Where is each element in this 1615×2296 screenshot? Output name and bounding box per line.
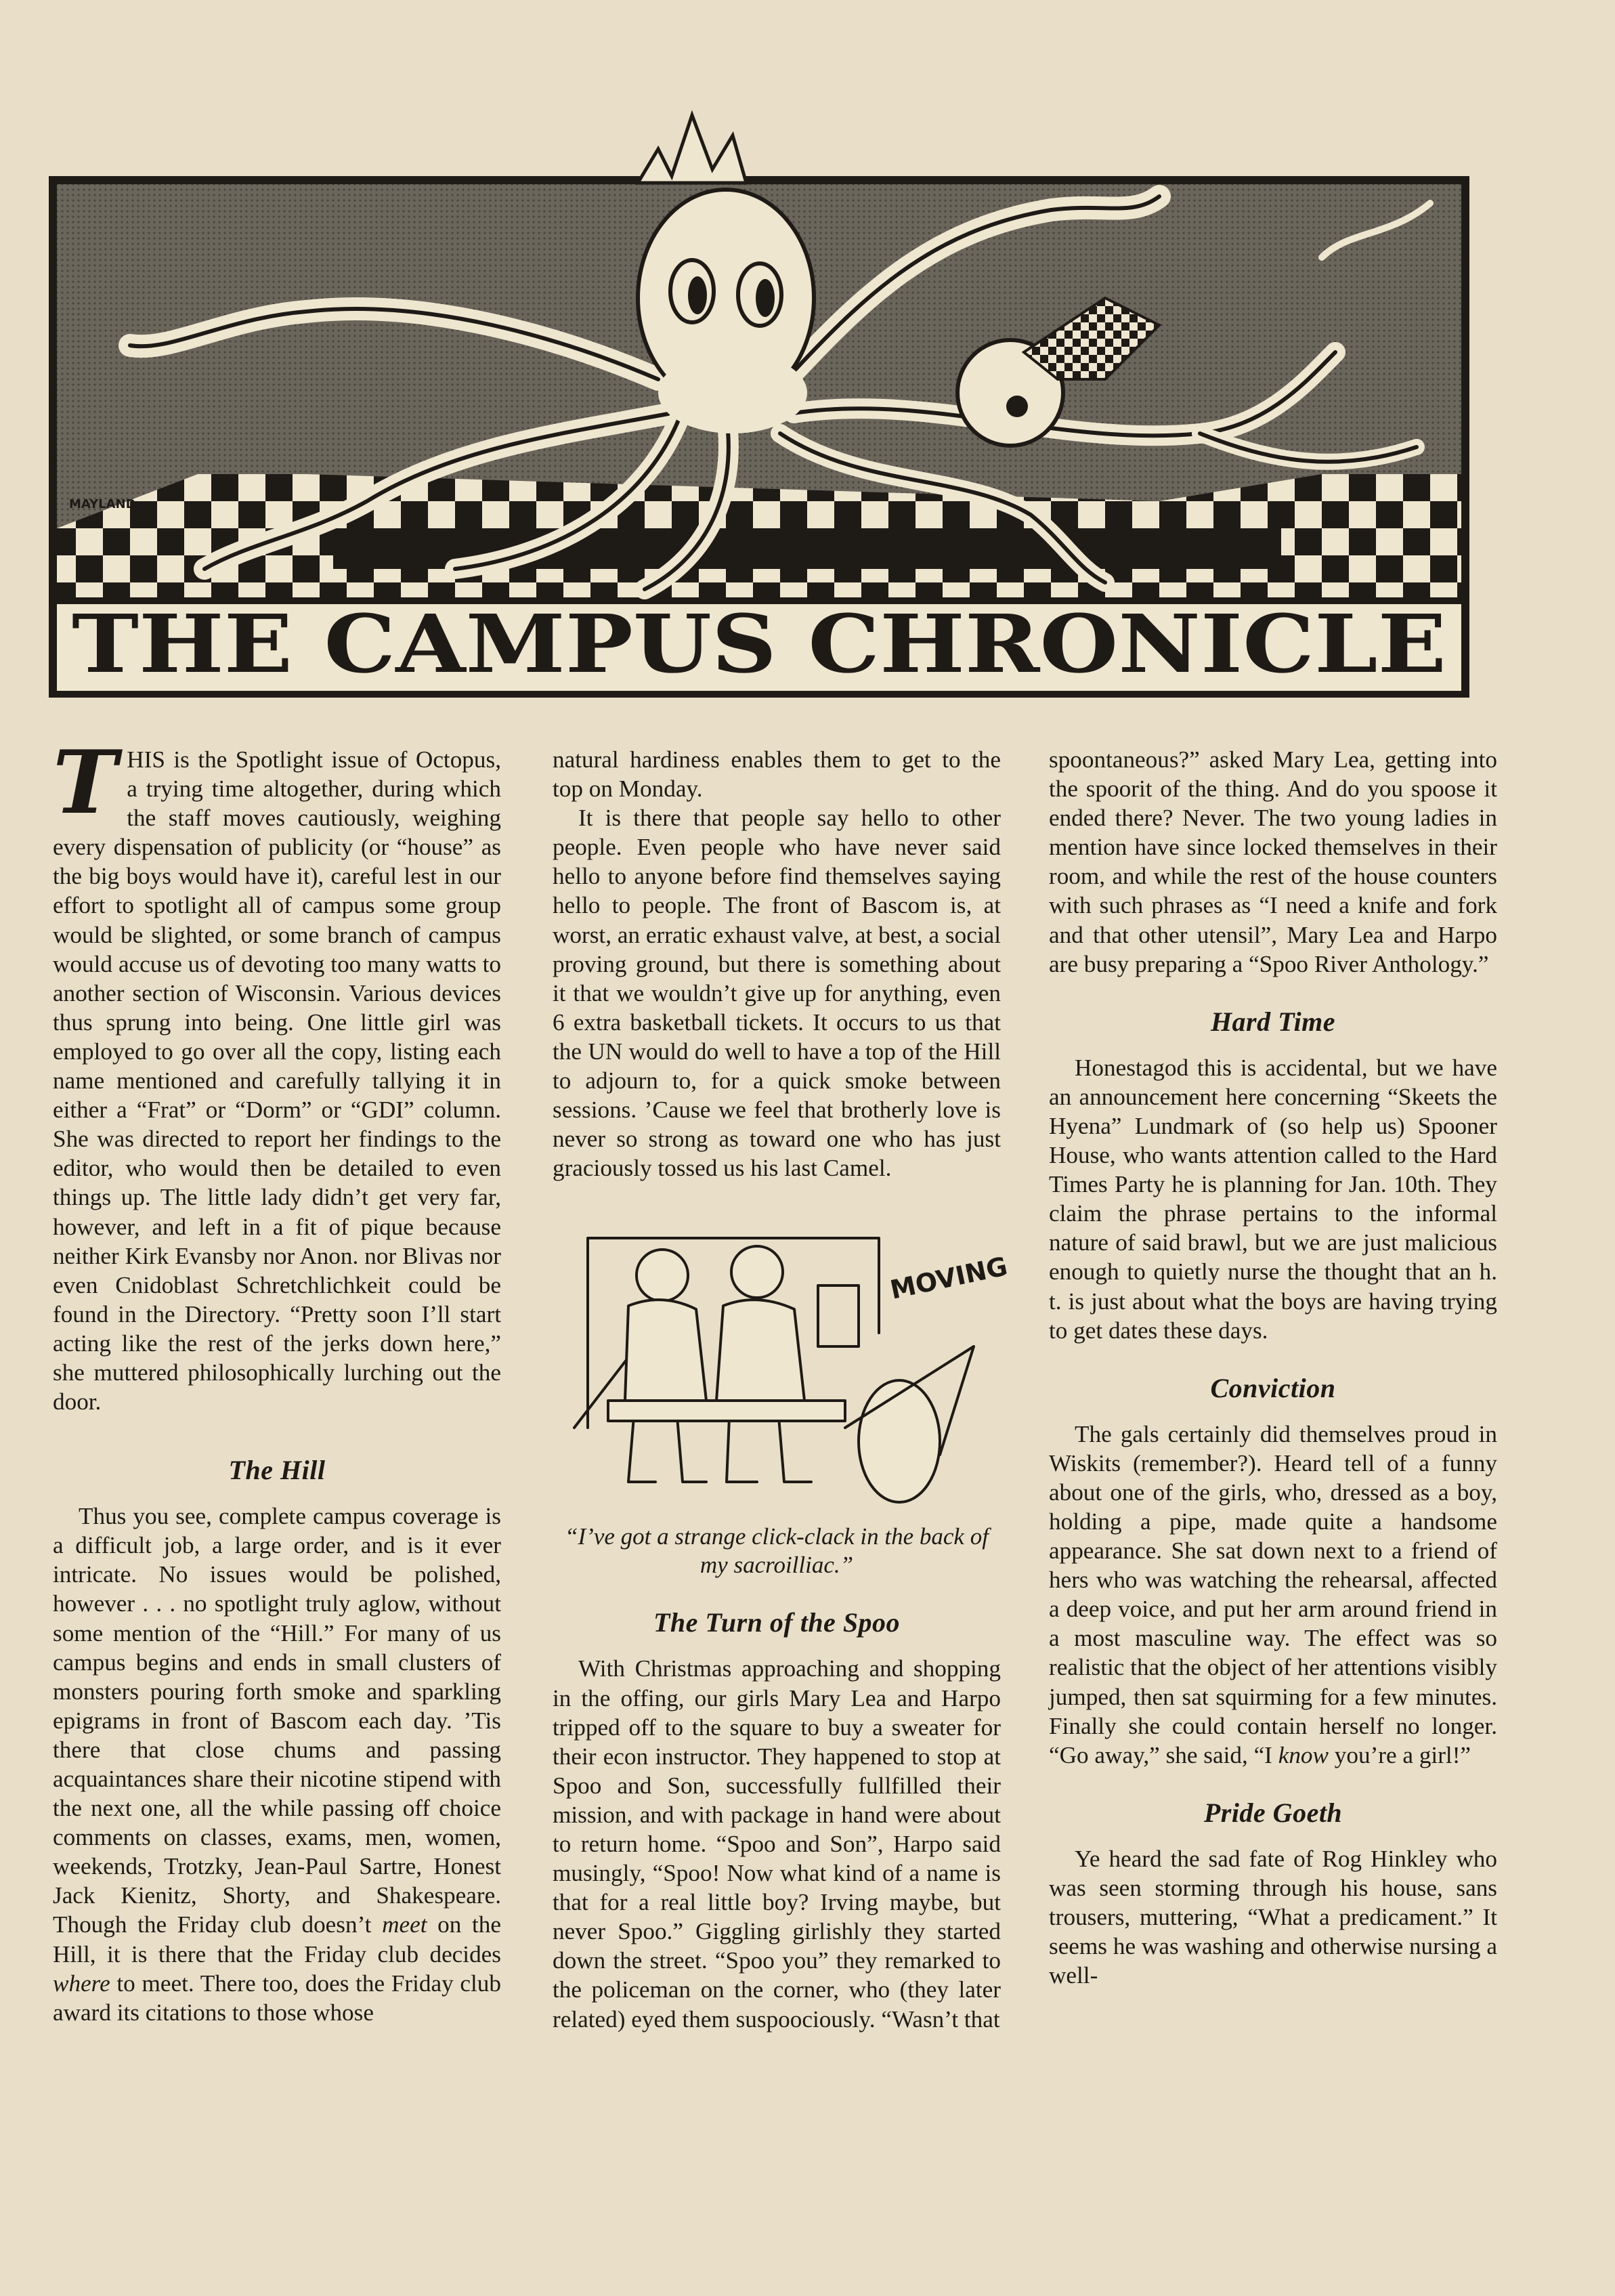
heading-the-hill: The Hill [228, 1455, 326, 1486]
octopus-pupil-left [688, 276, 707, 314]
moving-sign: MOVING [887, 1251, 1010, 1306]
spoo-continued-paragraph: spoontaneous?” asked Mary Lea, getting into the spoorit of the thing. And do you spoose it ended there? Never. The two young ladies in mention have since locked themselves in their room, and while the rest of the house counters with such phrases as “I need a knife and fork and that other utensil”, Mary Lea and Harpo are busy preparing a “Spoo River Anthology.” [1049, 746, 1497, 977]
man-left-head [637, 1250, 688, 1301]
cartoon-illustration [561, 1225, 1010, 1523]
drop-cap: T [53, 732, 118, 834]
column-3 [1049, 745, 1497, 1990]
octopus-body [658, 352, 807, 433]
conviction-end: you’re a girl!” [1328, 1741, 1471, 1768]
heading-turn-of-the-spoo: The Turn of the Spoo [653, 1607, 901, 1638]
conviction-emphasis: know [1278, 1741, 1329, 1768]
hill-paragraph [53, 1502, 501, 2027]
hill-continued-paragraph: natural hardiness enables them to get to the top on Monday. [553, 746, 1001, 803]
man-right-head [731, 1246, 783, 1298]
heading-pride-goeth: Pride Goeth [1203, 1797, 1343, 1828]
cartoon-caption: “I’ve got a strange click-clack in the back of my sacroilliac.” [565, 1523, 989, 1579]
octopus-banner [49, 95, 1469, 698]
hill-emphasis-meet: meet [382, 1911, 427, 1938]
moving-cartoon [561, 1225, 1010, 1523]
hill-text-3: to meet. There too, does the Friday club award its citations to those whose [53, 1970, 501, 2026]
spoo-paragraph: With Christmas approaching and shopping in the offing, our girls Mary Lea and Harpo tripped off to the square to buy a sweater for their econ instructor. They happened to stop at Spoo and Son, successfully fullfilled their mission, and with package in hand were about to return home. “Spoo and Son”, Harpo said musingly, “Spoo! Now what kind of a name is that for a real little boy? Irving maybe, but never Spoo.” Giggling girlishly they started down the street. “Spoo you” they remarked to the policeman on the corner, who (they later related) eyed them suspoociously. “Wasn’t that [553, 1655, 1001, 2033]
page-title: THE CAMPUS CHRONICLE [72, 597, 1446, 691]
intro-paragraph [53, 732, 501, 1416]
header-illustration [49, 95, 1469, 698]
heading-conviction: Conviction [1210, 1372, 1336, 1403]
man-right-body [716, 1300, 804, 1401]
column-1 [53, 732, 501, 2027]
hill-emphasis-where: where [53, 1970, 110, 1997]
hard-time-paragraph: Honestagod this is accidental, but we have an announcement here concerning “Skeets the Hyena” Lundmark of (so help us) Spooner House, who wants attention called to the Hard Times Party he is planning for Jan. 10th. They claim the phrase pertains to the informal nature of said brawl, but we are just malicious enough to quietly nurse the thought that an h. t. is just about what the boys are having trying to get dates these days. [1049, 1054, 1497, 1344]
hill-text-1: Thus you see, complete campus coverage is a difficult job, a large order, and is it ever intricate. No issues would be polished, however . . . no spotlight truly aglow, without some mention of the “Hill.” For many of us campus begins and ends in small clusters of monsters pouring forth smoke and sparkling epigrams in front of Bascom each day. ’Tis there that close chums and passing acquaintances share their nicotine stipend with the next one, all the while passing off choice comments on classes, exams, men, women, weekends, Trotzky, Jean-Paul Sartre, Honest Jack Kienitz, Shorty, and Shakespeare. Though the Friday club doesn’t [53, 1503, 501, 1938]
heading-hard-time: Hard Time [1210, 1006, 1336, 1037]
intro-text: HIS is the Spotlight issue of Octopus, a trying time altogether, during which the staff moves cautiously, weighing every dispensation of publicity (or “house” as the big boys would have it), careful lest in our effort to spotlight all of campus some group would be slighted, or some branch of campus would accuse us of devoting too many watts to another section of Wisconsin. Various devices thus sprung into being. One little girl was employed to go over all the copy, listing each name mentioned and carefully tallying it in either a “Frat” or “Dorm” or “GDI” column. She was directed to report her findings to the editor, who would then be detailed to even things up. The little lady didn’t get very far, however, and left in a fit of pique because neither Kirk Evansby nor Anon. nor Blivas nor even Cnidoblast Schretchlichkeit could be found in the Directory. “Pretty soon I’ll start acting like the rest of the jerks down here,” she muttered philosophically lurching out the door. [53, 746, 501, 1416]
octopus-pupil-right [756, 279, 775, 317]
pride-paragraph: Ye heard the sad fate of Rog Hinkley who was seen storming through his house, sans trousers, muttering, “What a predicament.” It seems he was washing and otherwise nursing a well- [1049, 1845, 1497, 1989]
artist-signature: MAYLAND [69, 497, 136, 511]
conviction-paragraph [1049, 1420, 1497, 1770]
hello-paragraph: It is there that people say hello to other people. Even people who have never said hello to anyone before find themselves saying hello to people. The front of Bascom is, at worst, an erratic exhaust valve, at best, a social proving ground, but there is something about it that we wouldn’t give up for anything, even 6 extra basketball tickets. It occurs to us that the UN would do well to have a top of the Hill to adjourn to, for a quick smoke between sessions. ’Cause we feel that brotherly love is never so strong as toward one who has just graciously tossed us his last Camel. [553, 805, 1001, 1182]
column-2 [553, 745, 1010, 2034]
jester-pupil [1006, 396, 1028, 417]
conviction-text: The gals certainly did themselves proud in Wiskits (remember?). Heard tell of a funny about one of the girls, who, dressed as a boy, holding a pipe, made quite a handsome appearance. She sat down next to a friend of hers who was watching the rehearsal, affected a deep voice, and put her arm around friend in a most masculine way. The effect was so realistic that the object of her attentions visibly jumped, then sat squirming for a few minutes. Finally she could contain herself no longer. “Go away,” she said, “I [1049, 1420, 1497, 1768]
hill-text-2: on the Hill, it is there that the Friday club decides [53, 1911, 501, 1968]
man-left-body [625, 1300, 706, 1401]
wheel [859, 1380, 940, 1502]
barrel [818, 1285, 859, 1346]
bench [608, 1401, 845, 1421]
crown-icon [638, 115, 746, 183]
